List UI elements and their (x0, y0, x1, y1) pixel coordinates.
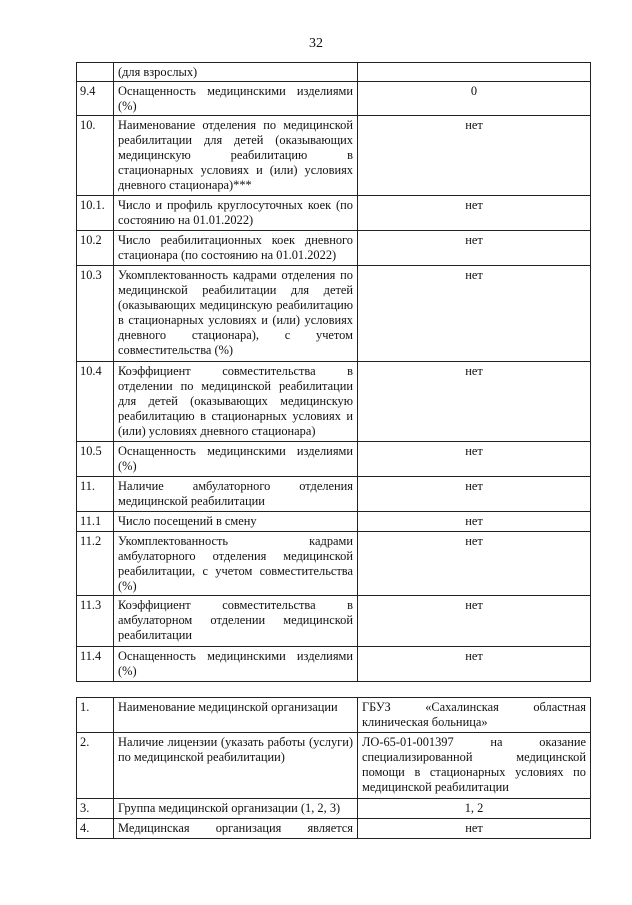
row-value: нет (358, 477, 591, 512)
row-value: нет (358, 512, 591, 532)
row-description: Медицинская организация является (114, 819, 358, 839)
row-description: Число и профиль круглосуточных коек (по состоянию на 01.01.2022) (114, 196, 358, 231)
table-row (77, 532, 591, 596)
row-number: 11. (77, 477, 114, 512)
row-value (358, 63, 591, 82)
row-description: Наличие амбулаторного отделения медицинской реабилитации (114, 477, 358, 512)
row-value: нет (358, 647, 591, 682)
table-row (77, 63, 591, 82)
table-row (77, 799, 591, 819)
table-row (77, 819, 591, 839)
row-number (77, 63, 114, 82)
table-row (77, 733, 591, 799)
row-description: (для взрослых) (114, 63, 358, 82)
organization-table (76, 697, 591, 839)
row-description: Число реабилитационных коек дневного стационара (по состоянию на 01.01.2022) (114, 231, 358, 266)
row-value: нет (358, 532, 591, 596)
table-row (77, 512, 591, 532)
table-row (77, 196, 591, 231)
row-description: Наименование медицинской организации (114, 698, 358, 733)
row-number: 4. (77, 819, 114, 839)
row-value: нет (358, 819, 591, 839)
row-value: ГБУЗ «Сахалинская областная клиническая больница» (358, 698, 591, 733)
row-number: 10.2 (77, 231, 114, 266)
table-row (77, 698, 591, 733)
row-value: нет (358, 442, 591, 477)
table-row (77, 82, 591, 116)
row-value: нет (358, 196, 591, 231)
row-description: Оснащенность медицинскими изделиями (%) (114, 647, 358, 682)
row-description: Оснащенность медицинскими изделиями (%) (114, 82, 358, 116)
row-description: Оснащенность медицинскими изделиями (%) (114, 442, 358, 477)
row-description: Наименование отделения по медицинской реабилитации для детей (оказывающих медицинскую реабилитацию в стационарных условиях и (или) условиях дневного стационара)*** (114, 116, 358, 196)
row-number: 1. (77, 698, 114, 733)
table-row (77, 442, 591, 477)
row-description: Число посещений в смену (114, 512, 358, 532)
table-row (77, 116, 591, 196)
row-value: нет (358, 116, 591, 196)
row-value: нет (358, 362, 591, 442)
page-number: 32 (309, 36, 323, 51)
row-number: 11.2 (77, 532, 114, 596)
row-number: 10.3 (77, 266, 114, 362)
row-description: Укомплектованность кадрами отделения по медицинской реабилитации для детей (оказывающих медицинскую реабилитацию в стационарных условиях и (или) условиях дневного стационара), с учетом совместительства (%) (114, 266, 358, 362)
row-description: Коэффициент совместительства в амбулаторном отделении медицинской реабилитации (114, 596, 358, 647)
row-description: Группа медицинской организации (1, 2, 3) (114, 799, 358, 819)
row-number: 9.4 (77, 82, 114, 116)
row-number: 11.3 (77, 596, 114, 647)
indicators-table (76, 62, 591, 682)
row-number: 3. (77, 799, 114, 819)
row-number: 10. (77, 116, 114, 196)
row-value: 0 (358, 82, 591, 116)
row-value: нет (358, 596, 591, 647)
row-value: ЛО-65-01-001397 на оказание специализированной медицинской помощи в стационарных условиях по медицинской реабилитации (358, 733, 591, 799)
table-row (77, 647, 591, 682)
table-row (77, 362, 591, 442)
row-number: 11.4 (77, 647, 114, 682)
row-description: Наличие лицензии (указать работы (услуги) по медицинской реабилитации) (114, 733, 358, 799)
row-description: Укомплектованность кадрами амбулаторного отделения медицинской реабилитации, с учетом совместительства (%) (114, 532, 358, 596)
row-number: 2. (77, 733, 114, 799)
table-row (77, 231, 591, 266)
row-number: 10.1. (77, 196, 114, 231)
row-number: 11.1 (77, 512, 114, 532)
row-description: Коэффициент совместительства в отделении по медицинской реабилитации для детей (оказывающих медицинскую реабилитацию в стационарных условиях и (или) условиях дневного стационара) (114, 362, 358, 442)
table-row (77, 477, 591, 512)
row-value: нет (358, 231, 591, 266)
table-row (77, 266, 591, 362)
row-value: 1, 2 (358, 799, 591, 819)
row-number: 10.4 (77, 362, 114, 442)
table-row (77, 596, 591, 647)
row-number: 10.5 (77, 442, 114, 477)
row-value: нет (358, 266, 591, 362)
